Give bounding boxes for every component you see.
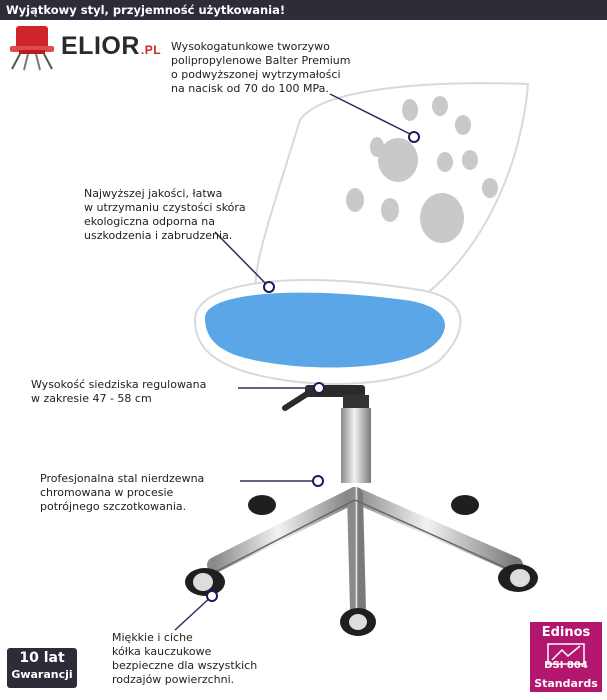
slogan-banner: Wyjątkowy styl, przyjemność użytkowania!: [0, 0, 607, 20]
warranty-years: 10 lat: [19, 650, 65, 666]
callout-material: Wysokogatunkowe tworzywo polipropylenowe Balter Premium o podwyższonej wytrzymałości na nacisk od 70 do 100 MPa.: [171, 40, 351, 95]
edinos-standards: Standards: [534, 677, 598, 690]
brand-suffix: .PL: [140, 43, 162, 57]
edinos-code: DSI 804: [544, 660, 588, 671]
brand-name: ELIOR: [61, 32, 140, 60]
callout-leather: Najwyższej jakości, łatwa w utrzymaniu czystości skóra ekologiczna odporna na uszkodzenia i zabrudzenia.: [84, 187, 246, 242]
chair-seat-cushion: [205, 293, 445, 368]
edinos-title: Edinos: [541, 625, 591, 640]
warranty-badge: [7, 648, 77, 688]
warranty-label: Gwarancji: [11, 668, 73, 681]
edinos-badge: [530, 622, 602, 692]
callout-steel: Profesjonalna stal nierdzewna chromowana w procesie potrójnego szczotkowania.: [40, 472, 205, 513]
callout-wheels: Miękkie i ciche kółka kauczukowe bezpieczne dla wszystkich rodzajów powierzchni.: [112, 631, 258, 686]
callout-height: Wysokość siedziska regulowana w zakresie 47 - 58 cm: [31, 378, 207, 405]
